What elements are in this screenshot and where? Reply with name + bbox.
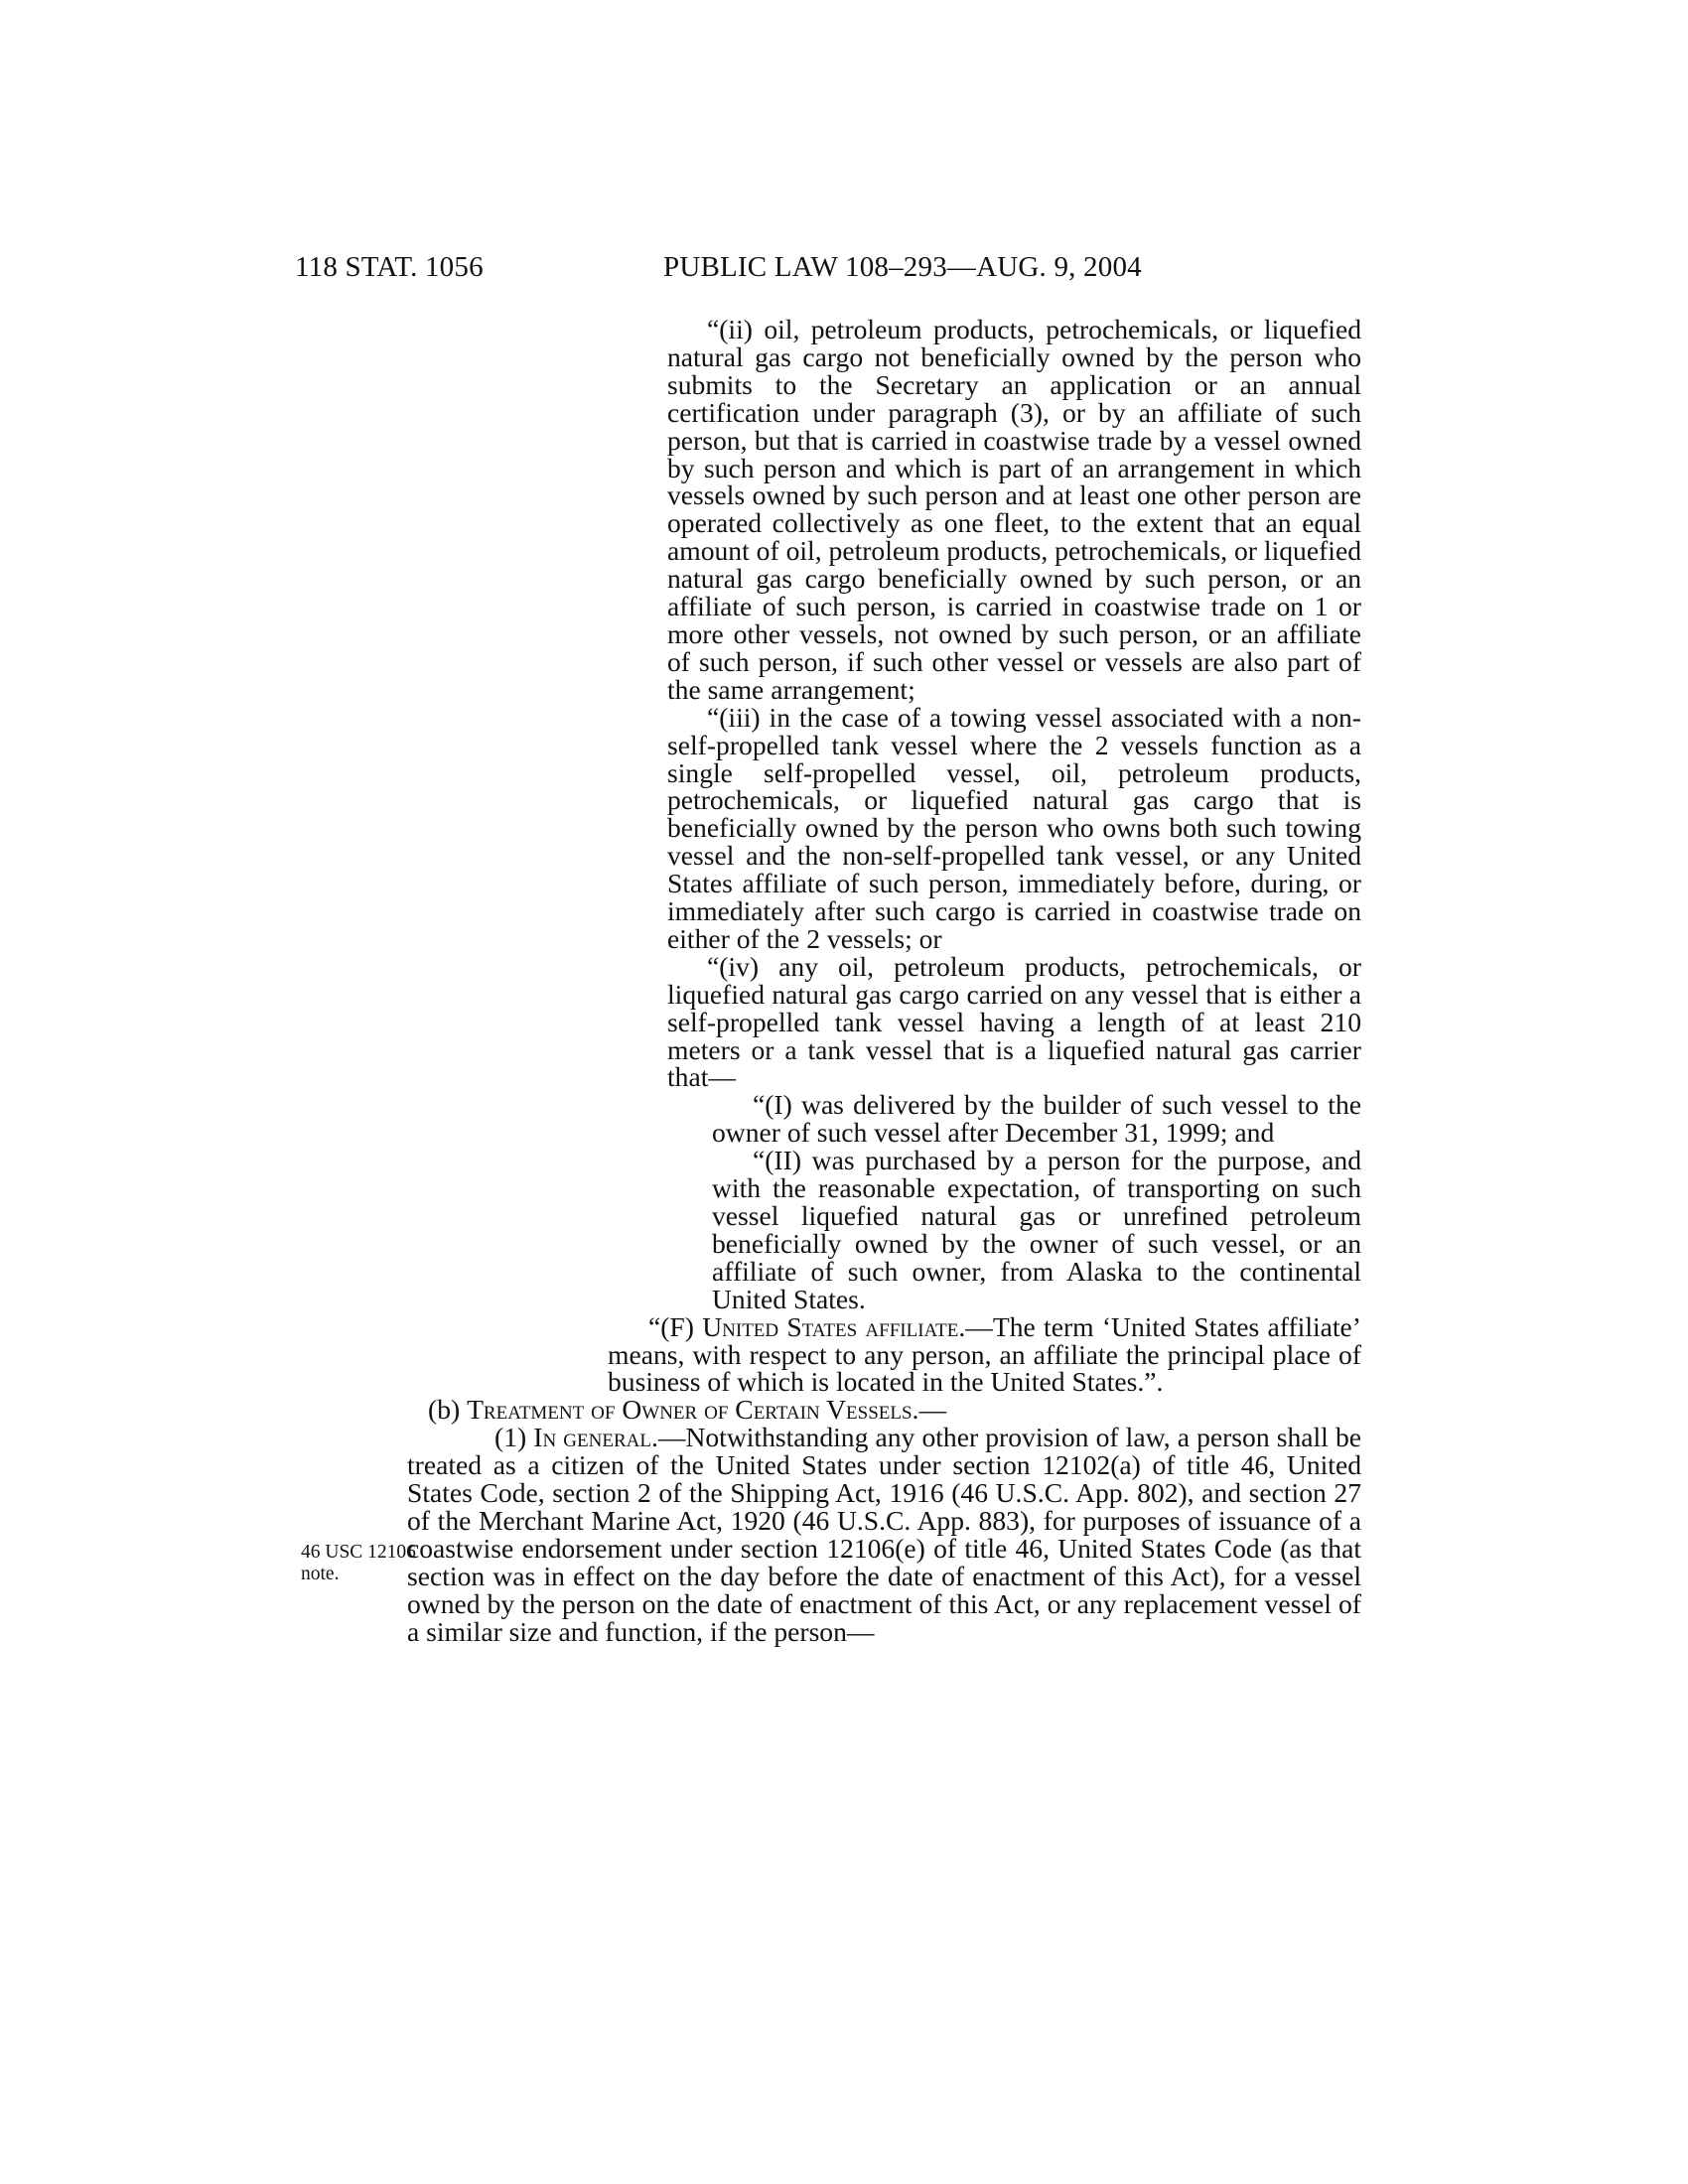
clause-iv: “(iv) any oil, petroleum products, petrochemicals, or liquefied natural gas cargo carried on any vessel that is either a self-propelled tank vessel having a length of at least 210 meters or a tank vessel that is a liquefied natural gas carrier that— bbox=[667, 950, 1361, 1093]
paragraph-1-heading: In general bbox=[533, 1422, 651, 1453]
section-b-text: .— bbox=[912, 1394, 947, 1426]
section-b-heading: Treatment of Owner of Certain Vessels bbox=[467, 1394, 913, 1426]
subclause-I: “(I) was delivered by the builder of such vessel to the owner of such vessel after December 31, 1999; and bbox=[712, 1089, 1361, 1149]
statute-body bbox=[407, 314, 1361, 1647]
paragraph-F-designator: “(F) bbox=[648, 1310, 703, 1342]
paragraph-1-text: .—Notwithstanding any other provision of law, a person shall be treated as a citizen of the United States under section 12102(a) of title 46, United States Code, section 2 of the Shipping Act, 1916 (46 U.S.C. App. 802), and section 27 of the Merchant Marine Act, 1920 (46 U.S.C. App. 883), for purposes of issuance of a coastwise endorsement under section 12106(e) of title 46, United States Code (as that section was in effect on the day before the date of enactment of this Act), for a vessel owned by the person on the date of enactment of this Act, or any replacement vessel of a similar size and function, if the person— bbox=[407, 1422, 1361, 1647]
section-b bbox=[407, 1396, 1361, 1424]
section-b-designator: (b) bbox=[428, 1394, 468, 1426]
paragraph-F-heading: United States affiliate bbox=[702, 1310, 959, 1342]
paragraph-1-designator: (1) bbox=[494, 1422, 534, 1453]
clause-ii: “(ii) oil, petroleum products, petrochemicals, or liquefied natural gas cargo not beneficially owned by the person who submits to the Secretary an application or an annual certification under paragraph (3), or by an affiliate of such person, but that is carried in coastwise trade by a vessel owned by such person and which is part of an arrangement in which vessels owned by such person and at least one other person are operated collectively as one fleet, to the extent that an equal amount of oil, petroleum products, petrochemicals, or liquefied natural gas cargo beneficially owned by such person, or an affiliate of such person, is carried in coastwise trade on 1 or more other vessels, not owned by such person, or an affiliate of such person, if such other vessel or vessels are also part of the same arrangement; bbox=[667, 314, 1361, 705]
margin-note: 46 USC 12106 note. bbox=[301, 1542, 416, 1584]
clause-iii: “(iii) in the case of a towing vessel associated with a non-self-propelled tank vessel where the 2 vessels function as a single self-propelled vessel, oil, petroleum products, petrochemicals, or liquefied natural gas cargo that is beneficially owned by the person who owns both such towing vessel and the non-self-propelled tank vessel, or any United States affiliate of such person, immediately before, during, or immediately after such cargo is carried in coastwise trade on either of the 2 vessels; or bbox=[667, 701, 1361, 954]
paragraph-F bbox=[537, 1310, 1361, 1398]
paragraph-F-text: .—The term ‘United States affiliate’ means, with respect to any person, an affiliate the principal place of business of which is located in the United States.”. bbox=[608, 1310, 1361, 1398]
subclause-II: “(II) was purchased by a person for the purpose, and with the reasonable expectation, of transporting on such vessel liquefied natural gas or unrefined petroleum beneficially owned by the owner of such vessel, or an affiliate of such owner, from Alaska to the continental United States. bbox=[712, 1145, 1361, 1314]
running-header: PUBLIC LAW 108–293—AUG. 9, 2004 bbox=[663, 251, 1142, 283]
page-stat-citation: 118 STAT. 1056 bbox=[295, 251, 484, 283]
paragraph-1 bbox=[407, 1424, 1361, 1645]
